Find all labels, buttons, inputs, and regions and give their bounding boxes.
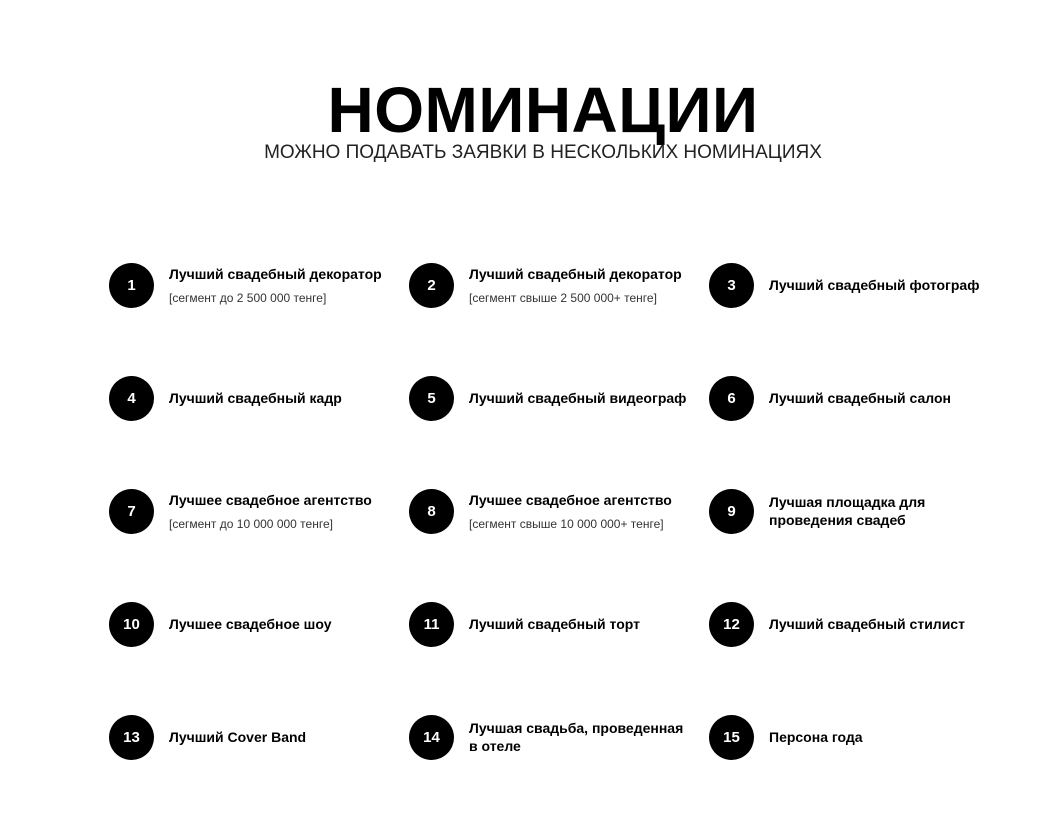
nomination-item xyxy=(409,682,689,795)
nomination-note: [сегмент до 2 500 000 тенге] xyxy=(169,291,327,305)
nomination-text xyxy=(169,615,394,633)
nomination-item xyxy=(109,456,389,569)
nomination-title: Лучший свадебный декоратор xyxy=(469,266,682,282)
nomination-text xyxy=(769,728,994,746)
nomination-item xyxy=(709,682,989,795)
nomination-title: Лучший свадебный стилист xyxy=(769,616,965,632)
nomination-text xyxy=(469,719,694,755)
nomination-title: Лучший свадебный салон xyxy=(769,390,952,406)
nomination-item xyxy=(409,569,689,682)
nomination-number-badge: 5 xyxy=(409,376,454,421)
nomination-title: Лучший свадебный торт xyxy=(469,616,640,632)
nomination-item xyxy=(709,456,989,569)
nomination-number-badge: 8 xyxy=(409,489,454,534)
nomination-number-badge: 7 xyxy=(109,489,154,534)
nomination-number-badge: 15 xyxy=(709,715,754,760)
nomination-item xyxy=(709,569,989,682)
nomination-title: Лучшее свадебное агентство xyxy=(169,492,372,508)
nominations-row xyxy=(109,569,1009,682)
nomination-text xyxy=(469,389,694,407)
nominations-grid xyxy=(109,230,1009,795)
nomination-item xyxy=(709,230,989,343)
nomination-text xyxy=(169,265,394,305)
nomination-title: Лучшее свадебное агентство xyxy=(469,492,672,508)
nomination-item xyxy=(409,456,689,569)
nomination-item xyxy=(109,569,389,682)
nomination-title: Лучшая площадка для проведения свадеб xyxy=(769,494,926,528)
nomination-number-badge: 14 xyxy=(409,715,454,760)
nomination-item xyxy=(109,230,389,343)
nomination-title: Лучший Cover Band xyxy=(169,729,307,745)
nomination-text xyxy=(169,728,394,746)
nomination-text xyxy=(169,389,394,407)
nomination-title: Лучший свадебный видеограф xyxy=(469,390,687,406)
nomination-item xyxy=(109,682,389,795)
nomination-number-badge: 1 xyxy=(109,263,154,308)
nomination-item xyxy=(109,343,389,456)
nomination-item xyxy=(409,230,689,343)
nomination-number-badge: 2 xyxy=(409,263,454,308)
page-subtitle: МОЖНО ПОДАВАТЬ ЗАЯВКИ В НЕСКОЛЬКИХ НОМИНАЦИЯХ xyxy=(264,142,822,163)
nomination-text xyxy=(469,491,694,531)
nomination-number-badge: 12 xyxy=(709,602,754,647)
nomination-item xyxy=(409,343,689,456)
nomination-title: Лучший свадебный фотограф xyxy=(769,277,980,293)
nomination-text xyxy=(469,615,694,633)
nomination-text xyxy=(769,493,994,529)
nomination-number-badge: 3 xyxy=(709,263,754,308)
nomination-item xyxy=(709,343,989,456)
nomination-title: Лучшая свадьба, проведенная в отеле xyxy=(469,720,684,754)
nomination-note: [сегмент свыше 10 000 000+ тенге] xyxy=(469,517,664,531)
nomination-text xyxy=(769,276,994,294)
nomination-number-badge: 9 xyxy=(709,489,754,534)
nomination-note: [сегмент до 10 000 000 тенге] xyxy=(169,517,333,531)
nomination-text xyxy=(769,615,994,633)
nomination-title: Лучшее свадебное шоу xyxy=(169,616,332,632)
nomination-number-badge: 13 xyxy=(109,715,154,760)
nomination-number-badge: 10 xyxy=(109,602,154,647)
nomination-number-badge: 6 xyxy=(709,376,754,421)
nomination-number-badge: 11 xyxy=(409,602,454,647)
nomination-title: Лучший свадебный кадр xyxy=(169,390,342,406)
page-title: НОМИНАЦИИ xyxy=(327,73,759,146)
nominations-row xyxy=(109,682,1009,795)
nomination-text xyxy=(169,491,394,531)
nominations-row xyxy=(109,343,1009,456)
nomination-text xyxy=(769,389,994,407)
nomination-number-badge: 4 xyxy=(109,376,154,421)
nominations-row xyxy=(109,456,1009,569)
nomination-text xyxy=(469,265,694,305)
nominations-row xyxy=(109,230,1009,343)
nomination-title: Лучший свадебный декоратор xyxy=(169,266,382,282)
nomination-note: [сегмент свыше 2 500 000+ тенге] xyxy=(469,291,657,305)
nomination-title: Персона года xyxy=(769,729,863,745)
